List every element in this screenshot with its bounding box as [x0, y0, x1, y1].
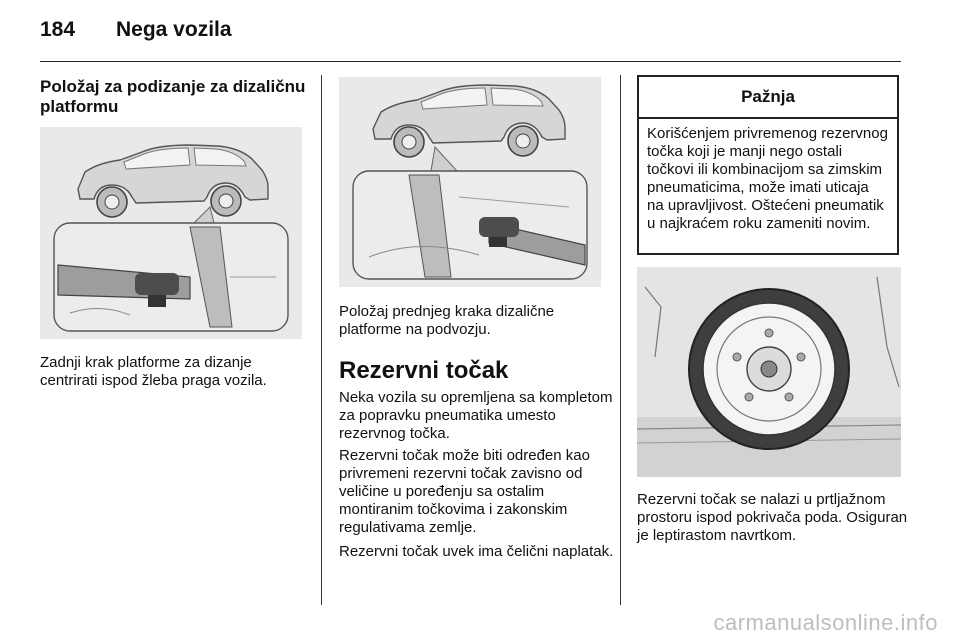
header-rule	[40, 61, 901, 62]
column-divider-1	[321, 75, 322, 605]
front-lift-arm-caption: Položaj prednjeg kraka dizalične platforme na podvozju.	[339, 303, 555, 338]
caution-text: Korišćenjem privremenog rezervnog točka koji je manji nego ostali točkovi ili kombinacijom sa zimskim pneumaticima, može imati uticaja na upravljivost. Oštećeni pneumatik u najkraćem roku zameniti novim.	[647, 125, 888, 232]
spare-wheel-illustration	[637, 267, 901, 477]
chapter-title: Nega vozila	[116, 18, 232, 41]
spare-wheel-paragraph-1: Neka vozila su opremljena sa kompletom za popravku pneumatika umesto rezervnog točka.	[339, 389, 613, 442]
watermark: carmanualsonline.info	[713, 610, 938, 635]
rear-lift-arm-caption: Zadnji krak platforme za dizanje centrirati ispod žleba praga vozila.	[40, 354, 267, 389]
caution-notice	[637, 75, 899, 255]
spare-wheel-paragraph-3: Rezervni točak uvek ima čelični naplatak.	[339, 543, 614, 560]
caution-title: Pažnja	[639, 77, 897, 119]
spare-wheel-drawing	[637, 267, 901, 477]
column-divider-2	[620, 75, 621, 605]
spare-wheel-caption: Rezervni točak se nalazi u prtljažnom prostoru ispod pokrivača poda. Osiguran je leptirastom navrtkom.	[637, 491, 908, 544]
page-number: 184	[40, 18, 76, 41]
rear-lift-arm-illustration	[40, 127, 302, 339]
front-lift-arm-illustration	[339, 77, 601, 287]
rear-lift-arm-drawing	[40, 127, 302, 339]
spare-wheel-heading: Rezervni točak	[339, 357, 509, 384]
front-lift-arm-drawing	[339, 77, 601, 287]
spare-wheel-paragraph-2: Rezervni točak može biti određen kao privremeni rezervni točak zavisno od veličine u poređenju sa ostalim montiranim točkovima i zakonskim regulativama zemlje.	[339, 447, 590, 536]
lift-points-heading: Položaj za podizanje za dizaličnu platformu	[40, 77, 306, 116]
